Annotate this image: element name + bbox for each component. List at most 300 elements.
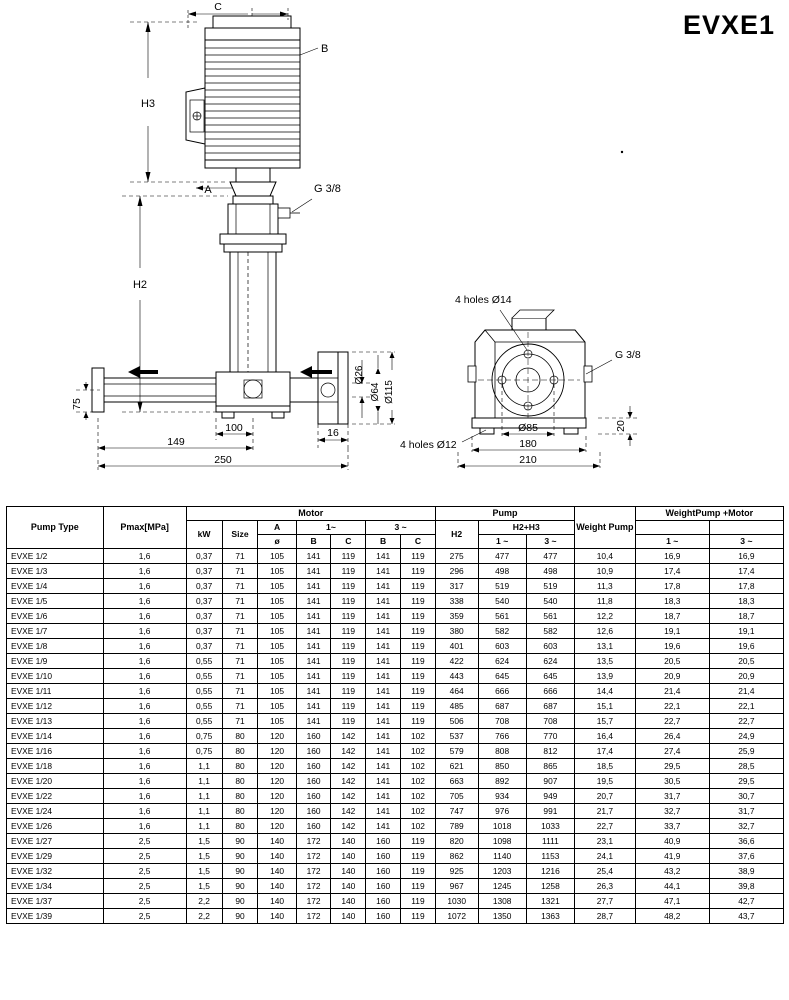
cell-size: 71 [222,609,258,624]
cell-pmax: 1,6 [103,654,186,669]
cell-c-1phase: 119 [331,624,366,639]
cell-c-3phase: 119 [401,699,436,714]
cell-h2h3-3phase: 561 [526,609,574,624]
cell-c-3phase: 102 [401,759,436,774]
cell-pump-type: EVXE 1/27 [7,834,104,849]
cell-pmax: 1,6 [103,549,186,564]
cell-size: 71 [222,684,258,699]
cell-pump-type: EVXE 1/11 [7,684,104,699]
label-g38-right: G 3/8 [615,349,641,361]
cell-a: 105 [258,594,296,609]
cell-weight-pump-motor-3phase: 42,7 [709,894,783,909]
cell-b-1phase: 141 [296,669,331,684]
cell-kw: 0,37 [186,594,222,609]
cell-pmax: 2,5 [103,864,186,879]
header-spacer-wpm2 [709,521,783,535]
cell-kw: 0,37 [186,579,222,594]
table-row [7,834,784,849]
cell-kw: 2,2 [186,894,222,909]
cell-weight-pump-motor-1phase: 48,2 [635,909,709,924]
cell-h2: 1030 [435,894,478,909]
label-149: 149 [167,436,185,448]
cell-b-1phase: 141 [296,684,331,699]
cell-c-3phase: 119 [401,609,436,624]
cell-weight-pump: 18,5 [575,759,636,774]
cell-pump-type: EVXE 1/13 [7,714,104,729]
label-h2: H2 [132,279,148,291]
cell-weight-pump-motor-1phase: 17,4 [635,564,709,579]
cell-size: 90 [222,894,258,909]
header-wpm-3phase: 3 ~ [709,535,783,549]
cell-weight-pump: 17,4 [575,744,636,759]
cell-weight-pump-motor-1phase: 16,9 [635,549,709,564]
cell-c-1phase: 142 [331,789,366,804]
cell-pump-type: EVXE 1/26 [7,819,104,834]
cell-a: 140 [258,879,296,894]
cell-h2h3-3phase: 645 [526,669,574,684]
cell-b-3phase: 141 [366,609,401,624]
cell-h2: 747 [435,804,478,819]
cell-h2h3-1phase: 603 [478,639,526,654]
cell-weight-pump: 15,1 [575,699,636,714]
cell-h2h3-3phase: 498 [526,564,574,579]
cell-h2h3-1phase: 850 [478,759,526,774]
cell-a: 120 [258,804,296,819]
cell-c-1phase: 142 [331,774,366,789]
cell-weight-pump-motor-3phase: 36,6 [709,834,783,849]
cell-kw: 1,1 [186,804,222,819]
cell-h2h3-3phase: 1258 [526,879,574,894]
cell-size: 90 [222,909,258,924]
cell-pump-type: EVXE 1/6 [7,609,104,624]
cell-a: 105 [258,699,296,714]
cell-kw: 0,37 [186,639,222,654]
cell-a: 105 [258,564,296,579]
cell-h2h3-3phase: 519 [526,579,574,594]
cell-weight-pump-motor-1phase: 29,5 [635,759,709,774]
cell-h2h3-1phase: 582 [478,624,526,639]
cell-pmax: 1,6 [103,699,186,714]
cell-h2h3-1phase: 892 [478,774,526,789]
cell-weight-pump: 14,4 [575,684,636,699]
cell-c-1phase: 119 [331,699,366,714]
cell-pump-type: EVXE 1/4 [7,579,104,594]
cell-c-3phase: 119 [401,834,436,849]
label-d26: Ø26 [354,365,365,385]
cell-weight-pump-motor-3phase: 28,5 [709,759,783,774]
header-c-3phase: C [401,535,436,549]
cell-b-1phase: 172 [296,909,331,924]
cell-h2h3-1phase: 1245 [478,879,526,894]
cell-weight-pump-motor-1phase: 44,1 [635,879,709,894]
header-b-3phase: B [366,535,401,549]
cell-weight-pump: 11,8 [575,594,636,609]
cell-h2h3-1phase: 1018 [478,819,526,834]
cell-c-1phase: 119 [331,714,366,729]
cell-c-3phase: 119 [401,894,436,909]
table-row [7,684,784,699]
header-a-diameter: ø [258,535,296,549]
cell-c-3phase: 102 [401,729,436,744]
label-250: 250 [214,454,232,466]
cell-weight-pump-motor-1phase: 26,4 [635,729,709,744]
cell-h2h3-3phase: 812 [526,744,574,759]
cell-pump-type: EVXE 1/10 [7,669,104,684]
cell-c-1phase: 119 [331,549,366,564]
cell-weight-pump: 12,6 [575,624,636,639]
cell-a: 105 [258,654,296,669]
cell-pmax: 1,6 [103,639,186,654]
cell-weight-pump-motor-1phase: 30,5 [635,774,709,789]
cell-size: 90 [222,879,258,894]
cell-a: 105 [258,714,296,729]
cell-h2h3-3phase: 949 [526,789,574,804]
cell-weight-pump-motor-1phase: 40,9 [635,834,709,849]
cell-h2: 967 [435,879,478,894]
table-row [7,639,784,654]
table-row [7,819,784,834]
cell-weight-pump-motor-1phase: 22,7 [635,714,709,729]
table-row [7,714,784,729]
cell-b-3phase: 141 [366,804,401,819]
cell-pump-type: EVXE 1/32 [7,864,104,879]
cell-weight-pump-motor-1phase: 27,4 [635,744,709,759]
cell-c-1phase: 140 [331,849,366,864]
cell-c-3phase: 119 [401,654,436,669]
cell-h2h3-1phase: 477 [478,549,526,564]
cell-pump-type: EVXE 1/29 [7,849,104,864]
cell-b-3phase: 160 [366,849,401,864]
cell-size: 80 [222,759,258,774]
cell-c-3phase: 102 [401,744,436,759]
table-row [7,774,784,789]
header-pump-type: Pump Type [7,507,104,549]
cell-b-1phase: 141 [296,594,331,609]
cell-pmax: 1,6 [103,804,186,819]
cell-h2: 275 [435,549,478,564]
cell-weight-pump-motor-3phase: 19,1 [709,624,783,639]
cell-b-1phase: 172 [296,864,331,879]
cell-weight-pump-motor-3phase: 29,5 [709,774,783,789]
cell-weight-pump-motor-3phase: 22,7 [709,714,783,729]
cell-h2h3-1phase: 708 [478,714,526,729]
cell-h2h3-1phase: 519 [478,579,526,594]
cell-weight-pump-motor-3phase: 22,1 [709,699,783,714]
cell-h2h3-3phase: 540 [526,594,574,609]
cell-h2h3-1phase: 934 [478,789,526,804]
cell-h2h3-3phase: 477 [526,549,574,564]
cell-h2h3-1phase: 624 [478,654,526,669]
table-row [7,729,784,744]
cell-h2h3-1phase: 1350 [478,909,526,924]
cell-b-3phase: 141 [366,714,401,729]
cell-b-1phase: 160 [296,819,331,834]
table-row [7,864,784,879]
cell-a: 120 [258,789,296,804]
cell-weight-pump-motor-3phase: 21,4 [709,684,783,699]
cell-size: 71 [222,714,258,729]
cell-weight-pump: 22,7 [575,819,636,834]
cell-h2: 443 [435,669,478,684]
cell-b-1phase: 141 [296,609,331,624]
specification-table [6,506,784,924]
cell-weight-pump-motor-1phase: 20,9 [635,669,709,684]
cell-a: 120 [258,744,296,759]
cell-pump-type: EVXE 1/34 [7,879,104,894]
cell-size: 71 [222,654,258,669]
table-row [7,669,784,684]
cell-h2h3-3phase: 865 [526,759,574,774]
cell-b-3phase: 160 [366,834,401,849]
label-c-top: C [214,1,222,13]
header-motor: Motor [186,507,435,521]
table-row [7,879,784,894]
cell-pump-type: EVXE 1/18 [7,759,104,774]
cell-b-1phase: 160 [296,804,331,819]
cell-b-1phase: 141 [296,549,331,564]
header-3phase-motor: 3 ~ [366,521,436,535]
cell-b-3phase: 141 [366,549,401,564]
cell-h2h3-3phase: 1216 [526,864,574,879]
cell-size: 80 [222,819,258,834]
header-c-1phase: C [331,535,366,549]
cell-kw: 0,55 [186,699,222,714]
cell-weight-pump-motor-1phase: 21,4 [635,684,709,699]
cell-a: 105 [258,549,296,564]
cell-c-1phase: 140 [331,834,366,849]
cell-b-1phase: 172 [296,879,331,894]
table-row [7,849,784,864]
table-body [7,549,784,924]
cell-h2: 317 [435,579,478,594]
cell-c-1phase: 119 [331,579,366,594]
cell-size: 71 [222,594,258,609]
header-h2h3-1phase: 1 ~ [478,535,526,549]
cell-weight-pump-motor-1phase: 33,7 [635,819,709,834]
cell-pmax: 1,6 [103,594,186,609]
cell-b-1phase: 141 [296,699,331,714]
label-4holes-14: 4 holes Ø14 [455,294,512,306]
cell-weight-pump: 26,3 [575,879,636,894]
cell-b-1phase: 160 [296,744,331,759]
cell-h2h3-3phase: 1153 [526,849,574,864]
cell-pump-type: EVXE 1/14 [7,729,104,744]
cell-h2: 1072 [435,909,478,924]
cell-weight-pump: 10,4 [575,549,636,564]
cell-weight-pump: 13,1 [575,639,636,654]
cell-size: 80 [222,774,258,789]
cell-pump-type: EVXE 1/3 [7,564,104,579]
cell-h2h3-3phase: 708 [526,714,574,729]
label-a-left: A [204,184,212,196]
cell-h2h3-1phase: 766 [478,729,526,744]
table-row [7,654,784,669]
header-weight-pump: Weight Pump [575,507,636,549]
cell-pmax: 1,6 [103,729,186,744]
cell-size: 71 [222,624,258,639]
cell-c-3phase: 119 [401,549,436,564]
cell-pmax: 1,6 [103,819,186,834]
cell-c-1phase: 140 [331,864,366,879]
cell-kw: 0,37 [186,609,222,624]
cell-h2h3-3phase: 1033 [526,819,574,834]
cell-h2: 485 [435,699,478,714]
cell-weight-pump-motor-3phase: 20,5 [709,654,783,669]
cell-h2h3-3phase: 1111 [526,834,574,849]
cell-c-1phase: 119 [331,564,366,579]
cell-c-1phase: 119 [331,669,366,684]
cell-pump-type: EVXE 1/22 [7,789,104,804]
cell-weight-pump-motor-3phase: 30,7 [709,789,783,804]
cell-a: 140 [258,864,296,879]
table-row [7,909,784,924]
cell-b-3phase: 141 [366,684,401,699]
cell-h2: 663 [435,774,478,789]
cell-c-1phase: 119 [331,654,366,669]
cell-h2: 789 [435,819,478,834]
cell-weight-pump-motor-3phase: 16,9 [709,549,783,564]
cell-size: 71 [222,579,258,594]
cell-pump-type: EVXE 1/12 [7,699,104,714]
cell-b-3phase: 141 [366,699,401,714]
cell-c-3phase: 102 [401,804,436,819]
cell-weight-pump-motor-1phase: 19,6 [635,639,709,654]
cell-b-1phase: 141 [296,654,331,669]
cell-pmax: 2,5 [103,849,186,864]
cell-b-3phase: 141 [366,819,401,834]
table-row [7,789,784,804]
cell-b-3phase: 160 [366,879,401,894]
cell-size: 71 [222,549,258,564]
cell-h2h3-3phase: 907 [526,774,574,789]
cell-weight-pump: 13,5 [575,654,636,669]
cell-pmax: 1,6 [103,714,186,729]
specification-table-wrapper [6,506,784,924]
cell-weight-pump: 16,4 [575,729,636,744]
cell-pump-type: EVXE 1/5 [7,594,104,609]
cell-kw: 0,75 [186,729,222,744]
cell-a: 105 [258,579,296,594]
cell-c-1phase: 142 [331,819,366,834]
cell-h2: 380 [435,624,478,639]
cell-pump-type: EVXE 1/7 [7,624,104,639]
cell-pump-type: EVXE 1/9 [7,654,104,669]
cell-h2h3-1phase: 808 [478,744,526,759]
cell-c-1phase: 142 [331,744,366,759]
cell-c-1phase: 142 [331,804,366,819]
header-h2h3: H2+H3 [478,521,575,535]
cell-h2: 422 [435,654,478,669]
cell-weight-pump-motor-3phase: 37,6 [709,849,783,864]
cell-weight-pump-motor-3phase: 19,6 [709,639,783,654]
cell-pump-type: EVXE 1/8 [7,639,104,654]
cell-a: 120 [258,774,296,789]
cell-h2h3-1phase: 976 [478,804,526,819]
cell-c-3phase: 119 [401,684,436,699]
cell-h2: 506 [435,714,478,729]
cell-b-1phase: 141 [296,714,331,729]
label-d115: Ø115 [384,380,395,404]
cell-c-1phase: 119 [331,594,366,609]
cell-c-3phase: 119 [401,624,436,639]
cell-size: 80 [222,729,258,744]
cell-h2: 705 [435,789,478,804]
label-g38-main: G 3/8 [314,183,341,195]
cell-weight-pump-motor-3phase: 18,3 [709,594,783,609]
cell-b-3phase: 141 [366,669,401,684]
cell-h2: 621 [435,759,478,774]
cell-b-3phase: 141 [366,564,401,579]
header-size: Size [222,521,258,549]
cell-h2h3-3phase: 624 [526,654,574,669]
cell-a: 105 [258,684,296,699]
cell-b-3phase: 160 [366,894,401,909]
cell-kw: 2,2 [186,909,222,924]
cell-b-1phase: 141 [296,624,331,639]
cell-h2h3-1phase: 1140 [478,849,526,864]
header-h2h3-3phase: 3 ~ [526,535,574,549]
cell-h2h3-1phase: 561 [478,609,526,624]
header-spacer-wpm [635,521,709,535]
cell-h2: 862 [435,849,478,864]
cell-weight-pump-motor-1phase: 18,3 [635,594,709,609]
cell-b-1phase: 172 [296,894,331,909]
cell-weight-pump-motor-3phase: 39,8 [709,879,783,894]
cell-size: 80 [222,804,258,819]
cell-weight-pump-motor-3phase: 17,8 [709,579,783,594]
cell-c-3phase: 102 [401,789,436,804]
cell-kw: 0,37 [186,624,222,639]
header-b-1phase: B [296,535,331,549]
cell-pump-type: EVXE 1/20 [7,774,104,789]
table-row [7,624,784,639]
cell-h2h3-3phase: 991 [526,804,574,819]
table-head [7,507,784,549]
cell-weight-pump: 20,7 [575,789,636,804]
cell-h2h3-3phase: 603 [526,639,574,654]
cell-h2h3-3phase: 687 [526,699,574,714]
label-20: 20 [615,420,627,432]
cell-h2h3-1phase: 687 [478,699,526,714]
cell-a: 105 [258,669,296,684]
cell-kw: 1,1 [186,789,222,804]
cell-weight-pump-motor-1phase: 43,2 [635,864,709,879]
cell-c-1phase: 142 [331,729,366,744]
cell-h2: 820 [435,834,478,849]
cell-h2: 296 [435,564,478,579]
label-100: 100 [225,422,243,434]
cell-weight-pump-motor-1phase: 22,1 [635,699,709,714]
cell-size: 71 [222,669,258,684]
cell-c-3phase: 119 [401,714,436,729]
cell-h2h3-3phase: 1321 [526,894,574,909]
cell-kw: 0,37 [186,549,222,564]
header-pump: Pump [435,507,574,521]
cell-a: 120 [258,759,296,774]
cell-h2h3-1phase: 1203 [478,864,526,879]
cell-h2h3-1phase: 1308 [478,894,526,909]
cell-weight-pump: 27,7 [575,894,636,909]
cell-b-3phase: 141 [366,774,401,789]
cell-a: 105 [258,609,296,624]
cell-b-3phase: 141 [366,729,401,744]
cell-c-3phase: 119 [401,564,436,579]
cell-c-1phase: 140 [331,894,366,909]
header-1phase-motor: 1~ [296,521,366,535]
cell-kw: 1,5 [186,879,222,894]
cell-b-1phase: 141 [296,564,331,579]
cell-size: 80 [222,789,258,804]
